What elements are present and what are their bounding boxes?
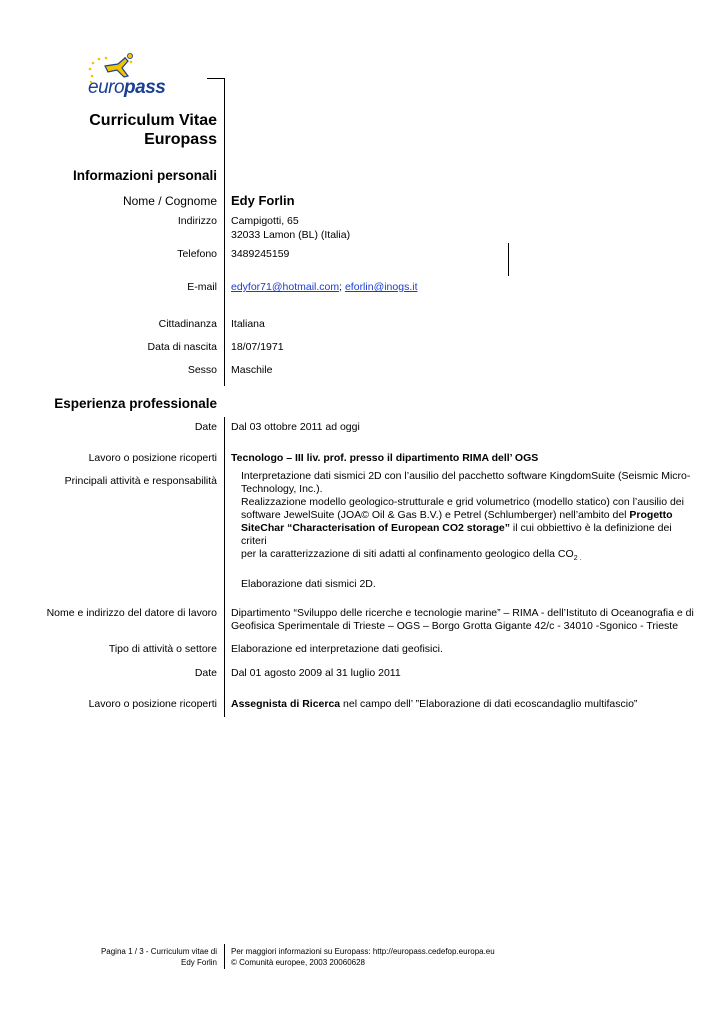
logo-text-euro: euro: [88, 77, 125, 98]
project-label: Progetto: [629, 509, 673, 521]
job2-position-detail: nel campo dell’ ”Elaborazione di dati ecoscandaglio multifascio”: [340, 698, 638, 710]
job1-activities-label: Principali attività e responsabilità: [64, 475, 217, 487]
job1-activities-block: [241, 470, 691, 591]
email-label: E-mail: [187, 281, 217, 293]
email-separator: ;: [339, 281, 345, 293]
activity-line: Realizzazione modello geologico-strutturale e grid volumetrico (modello statico) con l’ausilio dei: [241, 496, 684, 508]
job2-position-value: [231, 698, 637, 711]
email-link-hotmail[interactable]: edyfor71@hotmail.com: [231, 281, 340, 293]
co2-subscript: 2 .: [573, 555, 582, 563]
logo-text-pass: pass: [124, 77, 166, 98]
job1-position-value: Tecnologo – III liv. prof. presso il dipartimento RIMA dell’ OGS: [231, 452, 539, 464]
job2-position-title: Assegnista di Ricerca: [231, 698, 341, 710]
job1-sector-value: Elaborazione ed interpretazione dati geofisici.: [231, 643, 443, 655]
job1-employer-label: Nome e indirizzo del datore di lavoro: [46, 607, 217, 619]
job1-date-label: Date: [194, 421, 217, 433]
footer-author: Edy Forlin: [180, 958, 217, 967]
citizenship-label: Cittadinanza: [158, 318, 217, 330]
activity-text: per la caratterizzazione di siti adatti al confinamento geologico della CO: [241, 548, 574, 560]
footer-page-info: Pagina 1 / 3 - Curriculum vitae di: [100, 947, 217, 956]
address-label: Indirizzo: [177, 215, 217, 227]
job2-date-value: Dal 01 agosto 2009 al 31 luglio 2011: [231, 667, 401, 679]
project-name: SiteChar “Characterisation of European CO2 storage”: [241, 522, 510, 534]
footer-copyright: © Comunità europee, 2003 20060628: [231, 958, 365, 967]
activity-text: software JewelSuite (JOA© Oil & Gas B.V.) e Petrel (Schlumberger) nell’ambito del: [241, 509, 630, 521]
name-label: Nome / Cognome: [122, 194, 217, 208]
job1-employer-line2: Geofisica Sperimentale di Trieste – OGS – Borgo Grotta Gigante 42/c - 34010 -Sgonico - Trieste: [231, 620, 679, 632]
sex-label: Sesso: [187, 364, 217, 376]
section-experience-heading: Esperienza professionale: [54, 396, 217, 411]
column-divider: [224, 417, 225, 717]
activity-text: il cui obbiettivo è la definizione dei criteri: [241, 522, 672, 547]
job1-sector-label: Tipo di attività o settore: [108, 643, 217, 655]
name-value: Edy Forlin: [231, 193, 295, 208]
cv-title-line2: Europass: [144, 131, 217, 148]
cv-title-line1: Curriculum Vitae: [89, 112, 217, 129]
birth-value: 18/07/1971: [231, 341, 284, 353]
job2-date-label: Date: [194, 667, 217, 679]
activity-line: Technology, Inc.).: [241, 483, 323, 495]
job2-position-label: Lavoro o posizione ricoperti: [88, 698, 217, 710]
sex-value: Maschile: [231, 364, 273, 376]
phone-label: Telefono: [177, 248, 217, 260]
address-line2: 32033 Lamon (BL) (Italia): [231, 229, 351, 241]
citizenship-value: Italiana: [231, 318, 265, 330]
activity-line: [241, 509, 691, 522]
email-value: [231, 281, 418, 294]
divider-mark: [508, 243, 509, 276]
footer-right: [231, 946, 495, 968]
address-line1: Campigotti, 65: [231, 215, 299, 227]
email-link-inogs[interactable]: eforlin@inogs.it: [344, 281, 418, 293]
column-divider: [224, 78, 225, 386]
footer-divider: [224, 944, 225, 969]
activity-line: [241, 548, 691, 565]
birth-label: Data di nascita: [147, 341, 217, 353]
section-personal-heading: Informazioni personali: [72, 168, 217, 183]
activity-line: Elaborazione dati sismici 2D.: [241, 578, 376, 591]
job1-employer-line1: Dipartimento “Sviluppo delle ricerche e tecnologie marine” – RIMA - dell’Istituto di Oceanografia e di: [231, 607, 694, 619]
job1-position-label: Lavoro o posizione ricoperti: [88, 452, 217, 464]
footer-info: Per maggiori informazioni su Europass: http://europass.cedefop.europa.eu: [231, 947, 495, 956]
activity-line: Interpretazione dati sismici 2D con l’ausilio del pacchetto software KingdomSuite (Seismic Micro-: [241, 470, 691, 482]
phone-value: 3489245159: [231, 248, 290, 260]
footer-left: [101, 946, 217, 968]
header-bracket-top: [207, 78, 225, 79]
job1-date-value: Dal 03 ottobre 2011 ad oggi: [231, 421, 360, 433]
activity-line: [241, 522, 691, 548]
europass-logo: [78, 52, 168, 100]
